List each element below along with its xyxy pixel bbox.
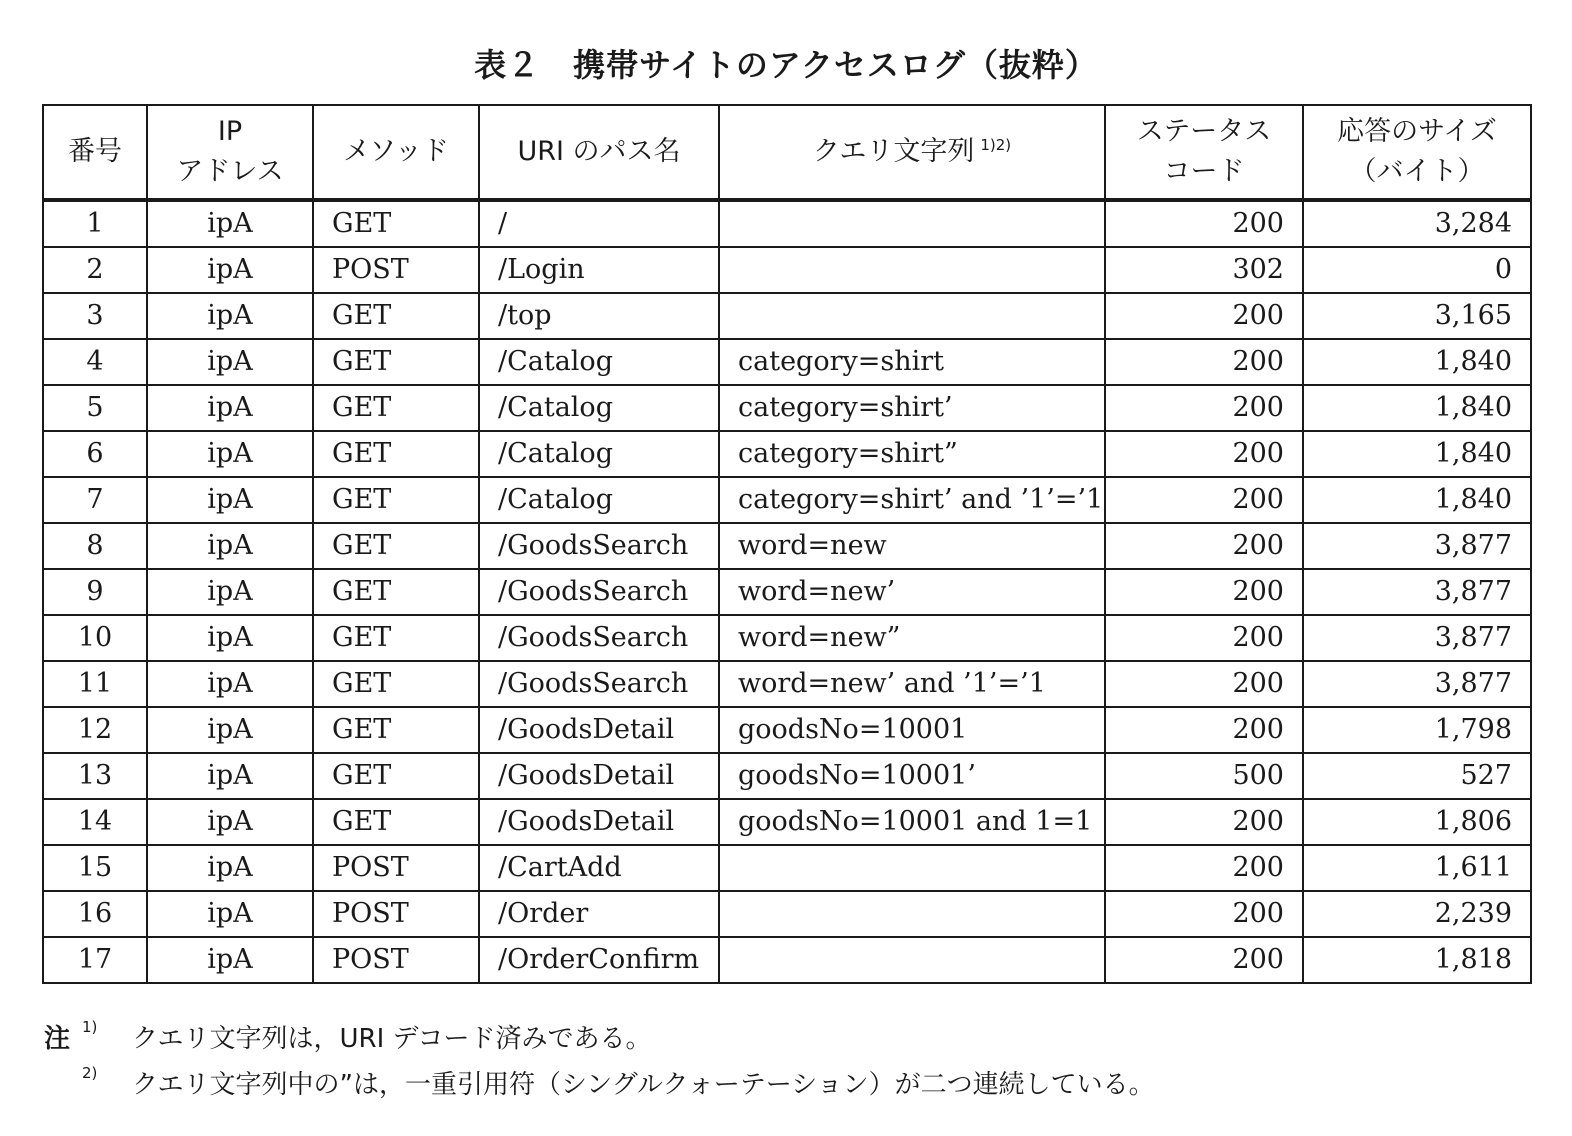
cell-number: 1 xyxy=(43,200,147,247)
cell-number: 3 xyxy=(43,293,147,339)
cell-number: 2 xyxy=(43,247,147,293)
table-title: 表２ 携帯サイトのアクセスログ（抜粋） xyxy=(474,46,1098,84)
cell-uri-path: / xyxy=(479,200,719,247)
header-number: 番号 xyxy=(43,105,147,200)
cell-status-code: 200 xyxy=(1105,845,1303,891)
cell-number: 4 xyxy=(43,339,147,385)
cell-method: POST xyxy=(313,937,479,983)
cell-method: GET xyxy=(313,293,479,339)
cell-ip-address: ipA xyxy=(147,707,313,753)
access-log-table xyxy=(42,104,1532,984)
table-row xyxy=(43,753,1531,799)
table-row xyxy=(43,200,1531,247)
footnote-1 xyxy=(44,1016,1524,1062)
cell-number: 10 xyxy=(43,615,147,661)
cell-status-code: 200 xyxy=(1105,477,1303,523)
cell-method: GET xyxy=(313,753,479,799)
cell-method: GET xyxy=(313,569,479,615)
cell-number: 9 xyxy=(43,569,147,615)
header-uri-path: URI のパス名 xyxy=(479,105,719,200)
cell-uri-path: /Order xyxy=(479,891,719,937)
cell-response-size: 3,877 xyxy=(1303,661,1531,707)
cell-response-size: 3,877 xyxy=(1303,523,1531,569)
cell-ip-address: ipA xyxy=(147,661,313,707)
table-row xyxy=(43,385,1531,431)
cell-ip-address: ipA xyxy=(147,293,313,339)
cell-response-size: 1,840 xyxy=(1303,431,1531,477)
cell-uri-path: /GoodsSearch xyxy=(479,569,719,615)
cell-query-string: category=shirt’ xyxy=(719,385,1105,431)
cell-ip-address: ipA xyxy=(147,569,313,615)
cell-status-code: 200 xyxy=(1105,339,1303,385)
footnote-text: クエリ文字列中の”は，一重引用符（シングルクォーテーション）が二つ連続している。 xyxy=(132,1070,1155,1100)
cell-status-code: 200 xyxy=(1105,523,1303,569)
cell-uri-path: /OrderConfirm xyxy=(479,937,719,983)
cell-response-size: 3,877 xyxy=(1303,569,1531,615)
cell-method: GET xyxy=(313,477,479,523)
cell-method: GET xyxy=(313,661,479,707)
header-row xyxy=(43,105,1531,200)
cell-response-size: 3,877 xyxy=(1303,615,1531,661)
cell-query-string: goodsNo=10001’ xyxy=(719,753,1105,799)
cell-query-string: word=new xyxy=(719,523,1105,569)
cell-number: 7 xyxy=(43,477,147,523)
cell-ip-address: ipA xyxy=(147,200,313,247)
cell-uri-path: /GoodsSearch xyxy=(479,661,719,707)
cell-uri-path: /CartAdd xyxy=(479,845,719,891)
cell-ip-address: ipA xyxy=(147,937,313,983)
cell-response-size: 1,818 xyxy=(1303,937,1531,983)
cell-method: GET xyxy=(313,707,479,753)
cell-number: 12 xyxy=(43,707,147,753)
footnote-number: 1) xyxy=(82,1018,98,1036)
cell-method: POST xyxy=(313,845,479,891)
cell-status-code: 200 xyxy=(1105,707,1303,753)
cell-number: 17 xyxy=(43,937,147,983)
table-row xyxy=(43,247,1531,293)
cell-status-code: 302 xyxy=(1105,247,1303,293)
cell-response-size: 1,611 xyxy=(1303,845,1531,891)
cell-number: 14 xyxy=(43,799,147,845)
cell-ip-address: ipA xyxy=(147,523,313,569)
cell-response-size: 1,806 xyxy=(1303,799,1531,845)
table-row xyxy=(43,431,1531,477)
header-method: メソッド xyxy=(313,105,479,200)
cell-query-string: category=shirt xyxy=(719,339,1105,385)
cell-status-code: 200 xyxy=(1105,431,1303,477)
cell-query-string: category=shirt” xyxy=(719,431,1105,477)
header-response-size: 応答のサイズ （バイト） xyxy=(1303,105,1531,200)
cell-method: POST xyxy=(313,247,479,293)
cell-uri-path: /Catalog xyxy=(479,477,719,523)
cell-number: 15 xyxy=(43,845,147,891)
table-row xyxy=(43,477,1531,523)
cell-ip-address: ipA xyxy=(147,385,313,431)
cell-uri-path: /Catalog xyxy=(479,385,719,431)
header-ip-address: IP アドレス xyxy=(147,105,313,200)
cell-response-size: 3,284 xyxy=(1303,200,1531,247)
cell-uri-path: /GoodsSearch xyxy=(479,523,719,569)
footnote-text: クエリ文字列は，URI デコード済みである。 xyxy=(132,1024,652,1054)
cell-ip-address: ipA xyxy=(147,431,313,477)
cell-ip-address: ipA xyxy=(147,477,313,523)
cell-number: 16 xyxy=(43,891,147,937)
cell-ip-address: ipA xyxy=(147,615,313,661)
cell-query-string xyxy=(719,247,1105,293)
table-row xyxy=(43,891,1531,937)
cell-method: GET xyxy=(313,385,479,431)
cell-number: 13 xyxy=(43,753,147,799)
cell-query-string: goodsNo=10001 xyxy=(719,707,1105,753)
note-label: 注 xyxy=(44,1024,71,1054)
table-row xyxy=(43,845,1531,891)
cell-uri-path: /GoodsSearch xyxy=(479,615,719,661)
cell-uri-path: /Login xyxy=(479,247,719,293)
cell-status-code: 200 xyxy=(1105,200,1303,247)
cell-query-string: word=new” xyxy=(719,615,1105,661)
cell-ip-address: ipA xyxy=(147,845,313,891)
cell-response-size: 527 xyxy=(1303,753,1531,799)
cell-response-size: 2,239 xyxy=(1303,891,1531,937)
cell-uri-path: /GoodsDetail xyxy=(479,707,719,753)
cell-ip-address: ipA xyxy=(147,753,313,799)
table-row xyxy=(43,523,1531,569)
cell-status-code: 200 xyxy=(1105,615,1303,661)
cell-uri-path: /GoodsDetail xyxy=(479,753,719,799)
cell-method: GET xyxy=(313,431,479,477)
footnote-number: 2) xyxy=(82,1064,98,1082)
table-row xyxy=(43,293,1531,339)
cell-method: GET xyxy=(313,523,479,569)
header-status-code: ステータス コード xyxy=(1105,105,1303,200)
table-row xyxy=(43,339,1531,385)
cell-ip-address: ipA xyxy=(147,891,313,937)
table-row xyxy=(43,661,1531,707)
cell-uri-path: /top xyxy=(479,293,719,339)
cell-method: GET xyxy=(313,339,479,385)
header-query-string: クエリ文字列 $^{1)2)}$ xyxy=(719,105,1105,200)
cell-number: 6 xyxy=(43,431,147,477)
cell-query-string xyxy=(719,891,1105,937)
cell-query-string: goodsNo=10001 and 1=1 xyxy=(719,799,1105,845)
table-row xyxy=(43,707,1531,753)
cell-query-string xyxy=(719,200,1105,247)
cell-uri-path: /GoodsDetail xyxy=(479,799,719,845)
cell-status-code: 200 xyxy=(1105,891,1303,937)
footnotes xyxy=(44,1016,1524,1108)
cell-ip-address: ipA xyxy=(147,339,313,385)
cell-ip-address: ipA xyxy=(147,247,313,293)
cell-number: 5 xyxy=(43,385,147,431)
cell-method: GET xyxy=(313,799,479,845)
cell-response-size: 3,165 xyxy=(1303,293,1531,339)
table-row xyxy=(43,569,1531,615)
cell-response-size: 1,798 xyxy=(1303,707,1531,753)
cell-uri-path: /Catalog xyxy=(479,431,719,477)
cell-status-code: 200 xyxy=(1105,799,1303,845)
cell-number: 11 xyxy=(43,661,147,707)
footnote-2 xyxy=(44,1062,1524,1108)
cell-query-string: word=new’ xyxy=(719,569,1105,615)
table-body xyxy=(43,200,1531,983)
cell-query-string: word=new’ and ’1’=’1 xyxy=(719,661,1105,707)
table-row xyxy=(43,937,1531,983)
cell-response-size: 1,840 xyxy=(1303,477,1531,523)
cell-method: GET xyxy=(313,615,479,661)
cell-query-string xyxy=(719,937,1105,983)
cell-number: 8 xyxy=(43,523,147,569)
cell-status-code: 200 xyxy=(1105,569,1303,615)
cell-ip-address: ipA xyxy=(147,799,313,845)
cell-query-string xyxy=(719,293,1105,339)
cell-query-string xyxy=(719,845,1105,891)
cell-status-code: 200 xyxy=(1105,385,1303,431)
cell-status-code: 200 xyxy=(1105,937,1303,983)
cell-response-size: 0 xyxy=(1303,247,1531,293)
footnote-ref: 1)2) xyxy=(980,135,1012,154)
table-row xyxy=(43,799,1531,845)
cell-status-code: 200 xyxy=(1105,293,1303,339)
cell-method: GET xyxy=(313,200,479,247)
cell-uri-path: /Catalog xyxy=(479,339,719,385)
cell-status-code: 500 xyxy=(1105,753,1303,799)
cell-method: POST xyxy=(313,891,479,937)
cell-response-size: 1,840 xyxy=(1303,339,1531,385)
cell-query-string: category=shirt’ and ’1’=’1 xyxy=(719,477,1105,523)
cell-response-size: 1,840 xyxy=(1303,385,1531,431)
cell-status-code: 200 xyxy=(1105,661,1303,707)
table-row xyxy=(43,615,1531,661)
